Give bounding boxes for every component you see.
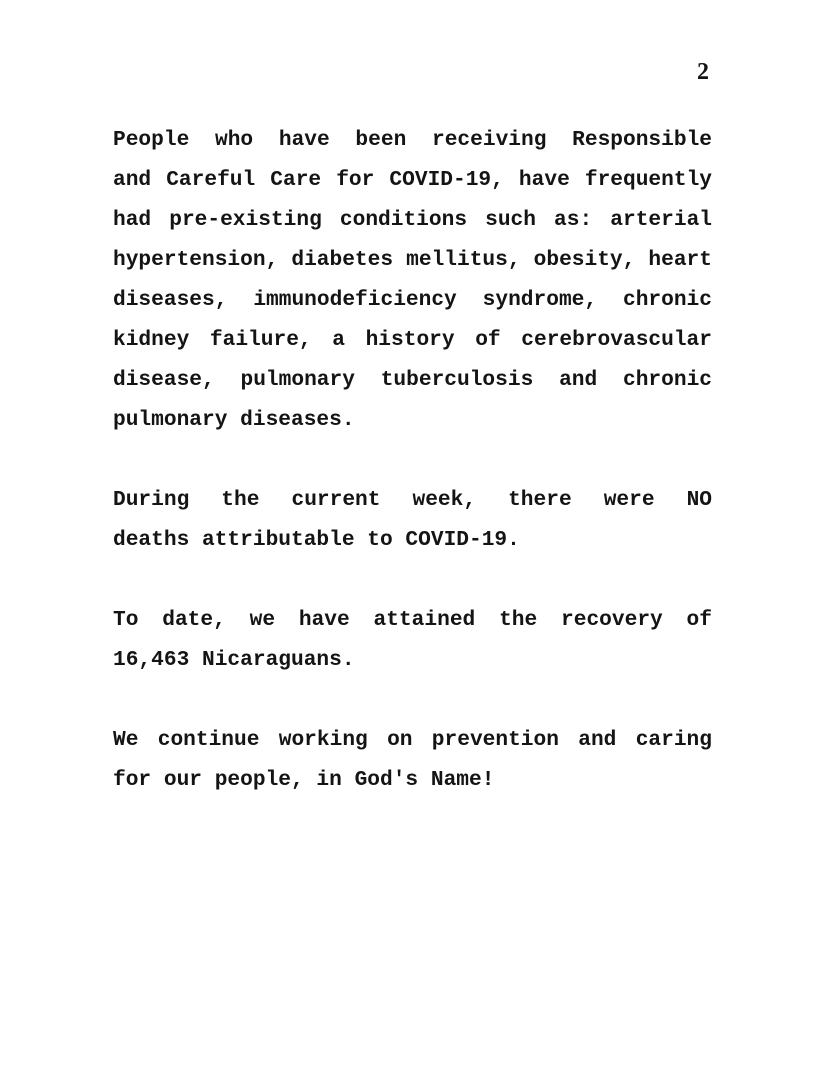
paragraph-closing <box>113 720 712 800</box>
text-line: for our people, in God's Name! <box>113 768 495 792</box>
page-number: 2 <box>697 59 709 85</box>
text-line: deaths attributable to COVID-19. <box>113 528 520 552</box>
text-line: pulmonary diseases. <box>113 408 355 432</box>
text-line: disease, pulmonary tuberculosis and chronic <box>113 368 712 392</box>
text-line: had pre-existing conditions such as: arterial <box>113 208 712 232</box>
paragraph-no-deaths <box>113 480 712 560</box>
text-line: We continue working on prevention and caring <box>113 728 712 752</box>
text-line: 16,463 Nicaraguans. <box>113 648 355 672</box>
text-line: To date, we have attained the recovery of <box>113 608 712 632</box>
document-body <box>113 120 712 800</box>
text-line: During the current week, there were NO <box>113 488 712 512</box>
text-line: kidney failure, a history of cerebrovascular <box>113 328 712 352</box>
text-line: and Careful Care for COVID-19, have frequently <box>113 168 712 192</box>
paragraph-recoveries <box>113 600 712 680</box>
paragraph-preexisting-conditions <box>113 120 712 440</box>
text-line: People who have been receiving Responsible <box>113 128 712 152</box>
text-line: diseases, immunodeficiency syndrome, chronic <box>113 288 712 312</box>
text-line: hypertension, diabetes mellitus, obesity, heart <box>113 248 712 272</box>
